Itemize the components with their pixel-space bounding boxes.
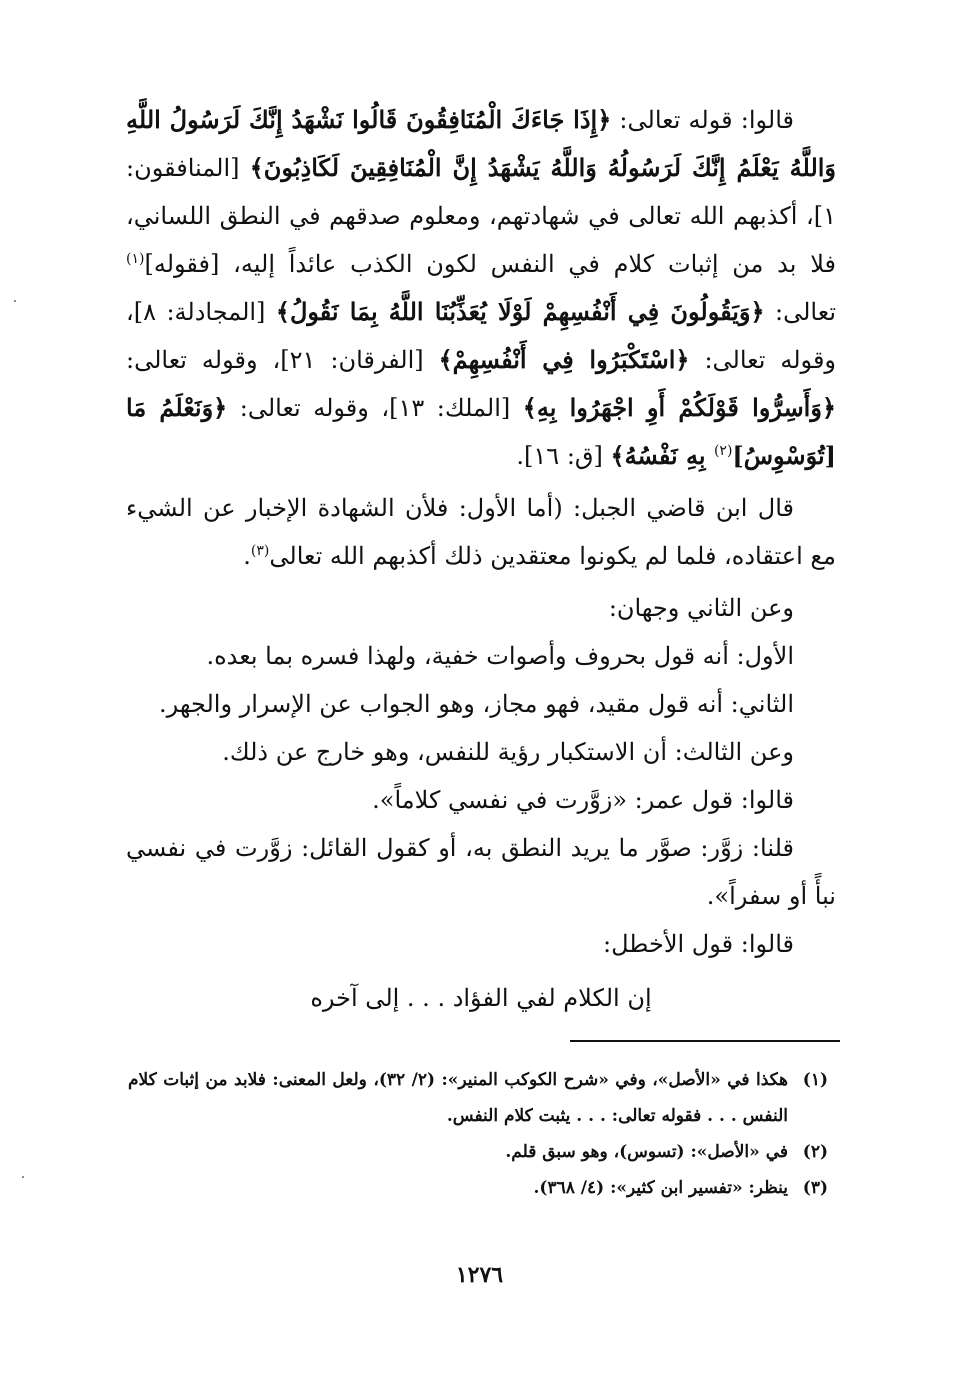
text-segment: قال ابن قاضي الجبل: (أما الأول: فلأن الشهادة الإخبار عن الشيء مع اعتقاده، فلما لم يكونوا معتقدين ذلك أكذبهم الله تعالى [126, 494, 836, 570]
paragraph-ibn-qadi [126, 484, 836, 580]
text-segment: [المجادلة: ٨]، وقوله تعالى: [126, 298, 837, 374]
text-segment: قالوا: قوله تعالى: [611, 106, 794, 134]
text-segment: . [243, 542, 251, 570]
page-number: ١٢٧٦ [455, 1262, 504, 1288]
footnote-1 [128, 1062, 828, 1134]
paragraph-reply: قلنا: زوَّر: صوَّر ما يريد النطق به، أو كقول القائل: زوَّرت في نفسي نبأً أو سفراً». [126, 834, 836, 910]
footnote-text: ينظر: «تفسير ابن كثير»: (٤/ ٣٦٨). [533, 1178, 788, 1198]
footnote-text: في «الأصل»: (تسوس)، وهو سبق قلم. [505, 1142, 788, 1162]
paragraph-first-aspect: الأول: أنه قول بحروف وأصوات خفية، ولهذا فسره بما بعده. [206, 642, 794, 670]
paragraph-second-aspect: الثاني: أنه قول مقيد، فهو مجاز، وهو الجواب عن الإسرار والجهر. [159, 690, 794, 718]
quran-quote: ﴿وَأَسِرُّوا قَوْلَكُمْ أَوِ اجْهَرُوا بِهِ﴾ [522, 393, 837, 422]
footnote-ref-1[interactable]: (١) [126, 251, 145, 267]
text-segment: [ق: ١٦]. [516, 442, 611, 470]
quran-quote: بِهِ نَفْسُهُ﴾ [610, 441, 714, 470]
quran-quote: ﴿وَيَقُولُونَ فِي أَنْفُسِهِمْ لَوْلَا يُعَذِّبُنَا اللَّهُ بِمَا نَقُولُ﴾ [275, 297, 765, 326]
paragraph-claim-1 [126, 96, 836, 480]
footnote-ref-2[interactable]: (٢) [713, 443, 733, 459]
footnote-separator [570, 1040, 840, 1042]
footnotes [128, 1062, 828, 1206]
text-segment: [المنافقون: ١]، أكذبهم الله تعالى في شهادتهم، ومعلوم صدقهم في النطق اللساني، فلا بد من إثبات كلام في النفس لكون الكذب عائداً إليه، [فقوله] [126, 154, 836, 278]
paragraph-third: وعن الثالث: أن الاستكبار رؤية للنفس، وهو خارج عن ذلك. [222, 738, 794, 766]
main-text [126, 96, 836, 1022]
footnote-3 [128, 1170, 828, 1206]
quran-quote: ﴿إِذَا جَاءَكَ الْمُنَافِقُونَ قَالُوا نَشْهَدُ إِنَّكَ لَرَسُولُ اللَّهِ وَاللَّهُ يَعْلَمُ إِنَّكَ لَرَسُولُهُ وَاللَّهُ يَشْهَدُ إِنَّ الْمُنَافِقِينَ لَكَاذِبُونَ﴾ [126, 105, 837, 182]
text-segment: [الملك: ١٣]، وقوله تعالى: [227, 394, 523, 422]
footnote-number: (٢) [802, 1142, 828, 1162]
footnote-number: (١) [802, 1070, 828, 1090]
text-segment: [الفرقان: ٢١]، وقوله تعالى: [126, 346, 439, 374]
paragraph-second-heading: وعن الثاني وجهان: [608, 594, 794, 622]
paragraph-akhtal: قالوا: قول الأخطل: [603, 930, 794, 958]
poetry-verse: إن الكلام لفي الفؤاد . . . إلى آخره [310, 984, 652, 1012]
text-segment: تعالى: [764, 298, 836, 326]
margin-dot-bottom [22, 1176, 24, 1178]
footnote-number: (٣) [802, 1178, 828, 1198]
footnote-ref-3[interactable]: (٣) [250, 543, 270, 559]
quran-quote: ﴿وَنَعْلَمُ مَا [تُوَسْوِسُ] [126, 393, 836, 470]
paragraph-umar-quote: قالوا: قول عمر: «زوَّرت في نفسي كلاماً». [372, 786, 794, 814]
footnote-2 [128, 1134, 828, 1170]
margin-dot-top [14, 300, 16, 302]
footnote-text: هكذا في «الأصل»، وفي «شرح الكوكب المنير»: (٢/ ٣٢)، ولعل المعنى: فلابد من إثبات كلام النفس . . . فقوله تعالى: . . . يثبت كلام النفس. [128, 1070, 789, 1126]
quran-quote: ﴿اسْتَكْبَرُوا فِي أَنْفُسِهِمْ﴾ [438, 345, 690, 374]
